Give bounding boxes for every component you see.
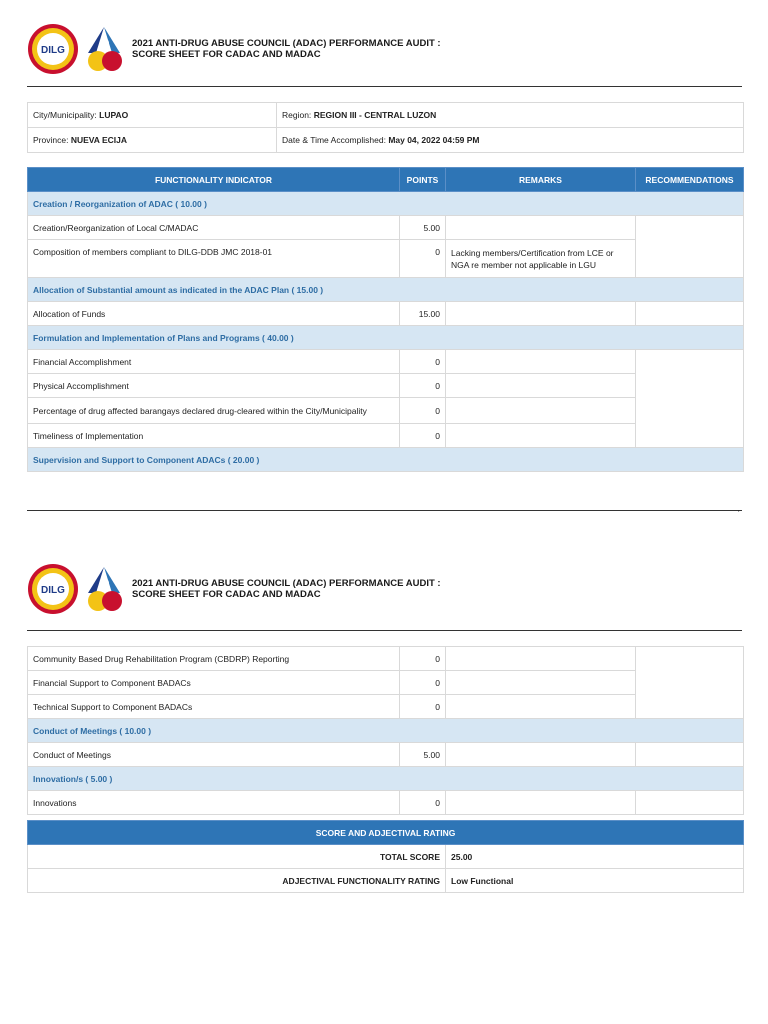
region-value: REGION III - CENTRAL LUZON <box>313 110 437 120</box>
section-row <box>28 767 744 791</box>
indicator-remarks <box>446 647 636 671</box>
indicator-points: 0 <box>400 350 446 374</box>
page-title <box>132 38 441 60</box>
ddb-hands-logo <box>84 23 126 75</box>
indicator-name: Percentage of drug affected barangays declared drug-cleared within the City/Municipality <box>28 398 400 424</box>
col-header-points: POINTS <box>400 168 446 192</box>
section-row <box>28 278 744 302</box>
page-title <box>132 578 441 600</box>
indicator-remarks <box>446 350 636 374</box>
total-score-value: 25.00 <box>446 845 744 869</box>
indicator-points: 0 <box>400 647 446 671</box>
date-cell <box>277 128 744 153</box>
indicator-name: Timeliness of Implementation <box>28 424 400 448</box>
indicator-remarks <box>446 671 636 695</box>
section-row <box>28 192 744 216</box>
svg-text:DILG: DILG <box>41 45 65 56</box>
indicator-points: 15.00 <box>400 302 446 326</box>
indicator-name: Community Based Drug Rehabilitation Program (CBDRP) Reporting <box>28 647 400 671</box>
indicator-remarks <box>446 791 636 815</box>
score-header: SCORE AND ADJECTIVAL RATING <box>28 821 744 845</box>
recommendations-cell <box>636 302 744 326</box>
indicator-points: 5.00 <box>400 743 446 767</box>
location-info-table <box>27 102 744 153</box>
city-cell <box>28 103 277 128</box>
section-title: Allocation of Substantial amount as indicated in the ADAC Plan ( 15.00 ) <box>28 278 744 302</box>
table-row <box>28 647 744 671</box>
indicator-points: 0 <box>400 791 446 815</box>
section-row <box>28 719 744 743</box>
province-label: Province: <box>33 135 69 145</box>
indicator-name: Technical Support to Component BADACs <box>28 695 400 719</box>
section-row <box>28 448 744 472</box>
page-mark: ' <box>738 509 740 518</box>
indicator-points: 0 <box>400 424 446 448</box>
header-divider <box>27 630 742 631</box>
date-value: May 04, 2022 04:59 PM <box>388 135 480 145</box>
title-line-1: 2021 ANTI-DRUG ABUSE COUNCIL (ADAC) PERFORMANCE AUDIT : <box>132 578 441 589</box>
ddb-hands-logo <box>84 563 126 615</box>
section-title: Conduct of Meetings ( 10.00 ) <box>28 719 744 743</box>
recommendations-cell <box>636 647 744 719</box>
col-header-recommendations: RECOMMENDATIONS <box>636 168 744 192</box>
total-score-label: TOTAL SCORE <box>28 845 446 869</box>
indicator-remarks <box>446 743 636 767</box>
svg-text:DILG: DILG <box>41 585 65 596</box>
indicator-name: Allocation of Funds <box>28 302 400 326</box>
indicator-table-page-1 <box>27 167 744 472</box>
indicator-remarks <box>446 216 636 240</box>
section-title: Supervision and Support to Component ADACs ( 20.00 ) <box>28 448 744 472</box>
title-line-2: SCORE SHEET FOR CADAC AND MADAC <box>132 589 321 600</box>
rating-label: ADJECTIVAL FUNCTIONALITY RATING <box>28 869 446 893</box>
table-row <box>28 216 744 240</box>
indicator-points: 5.00 <box>400 216 446 240</box>
indicator-name: Physical Accomplishment <box>28 374 400 398</box>
city-value: LUPAO <box>99 110 129 120</box>
section-title: Creation / Reorganization of ADAC ( 10.00 ) <box>28 192 744 216</box>
indicator-points: 0 <box>400 671 446 695</box>
recommendations-cell <box>636 216 744 278</box>
region-cell <box>277 103 744 128</box>
report-header <box>27 23 742 79</box>
indicator-points: 0 <box>400 398 446 424</box>
header-divider <box>27 86 742 87</box>
section-title: Innovation/s ( 5.00 ) <box>28 767 744 791</box>
indicator-name: Financial Support to Component BADACs <box>28 671 400 695</box>
province-value: NUEVA ECIJA <box>70 135 128 145</box>
rating-value: Low Functional <box>446 869 744 893</box>
table-row <box>28 350 744 374</box>
indicator-points: 0 <box>400 240 446 278</box>
recommendations-cell <box>636 791 744 815</box>
date-label: Date & Time Accomplished: <box>282 135 386 145</box>
indicator-name: Composition of members compliant to DILG-DDB JMC 2018-01 <box>28 240 400 278</box>
col-header-indicator: FUNCTIONALITY INDICATOR <box>28 168 400 192</box>
section-title: Formulation and Implementation of Plans and Programs ( 40.00 ) <box>28 326 744 350</box>
city-label: City/Municipality: <box>33 110 97 120</box>
title-line-2: SCORE SHEET FOR CADAC AND MADAC <box>132 49 321 60</box>
indicator-table-page-2 <box>27 646 744 815</box>
indicator-remarks: Lacking members/Certification from LCE or NGA re member not applicable in LGU <box>446 240 636 278</box>
dilg-logo <box>27 23 79 75</box>
indicator-remarks <box>446 424 636 448</box>
table-row <box>28 743 744 767</box>
province-cell <box>28 128 277 153</box>
recommendations-cell <box>636 743 744 767</box>
indicator-points: 0 <box>400 374 446 398</box>
report-header <box>27 563 742 619</box>
table-row <box>28 302 744 326</box>
section-row <box>28 326 744 350</box>
title-line-1: 2021 ANTI-DRUG ABUSE COUNCIL (ADAC) PERFORMANCE AUDIT : <box>132 38 441 49</box>
region-label: Region: <box>282 110 312 120</box>
dilg-logo <box>27 563 79 615</box>
indicator-name: Conduct of Meetings <box>28 743 400 767</box>
indicator-remarks <box>446 374 636 398</box>
col-header-remarks: REMARKS <box>446 168 636 192</box>
indicator-name: Creation/Reorganization of Local C/MADAC <box>28 216 400 240</box>
indicator-remarks <box>446 398 636 424</box>
indicator-remarks <box>446 695 636 719</box>
recommendations-cell <box>636 350 744 448</box>
table-row <box>28 791 744 815</box>
indicator-remarks <box>446 302 636 326</box>
indicator-name: Financial Accomplishment <box>28 350 400 374</box>
indicator-points: 0 <box>400 695 446 719</box>
page-break-rule <box>27 510 742 511</box>
score-table <box>27 820 744 893</box>
indicator-name: Innovations <box>28 791 400 815</box>
